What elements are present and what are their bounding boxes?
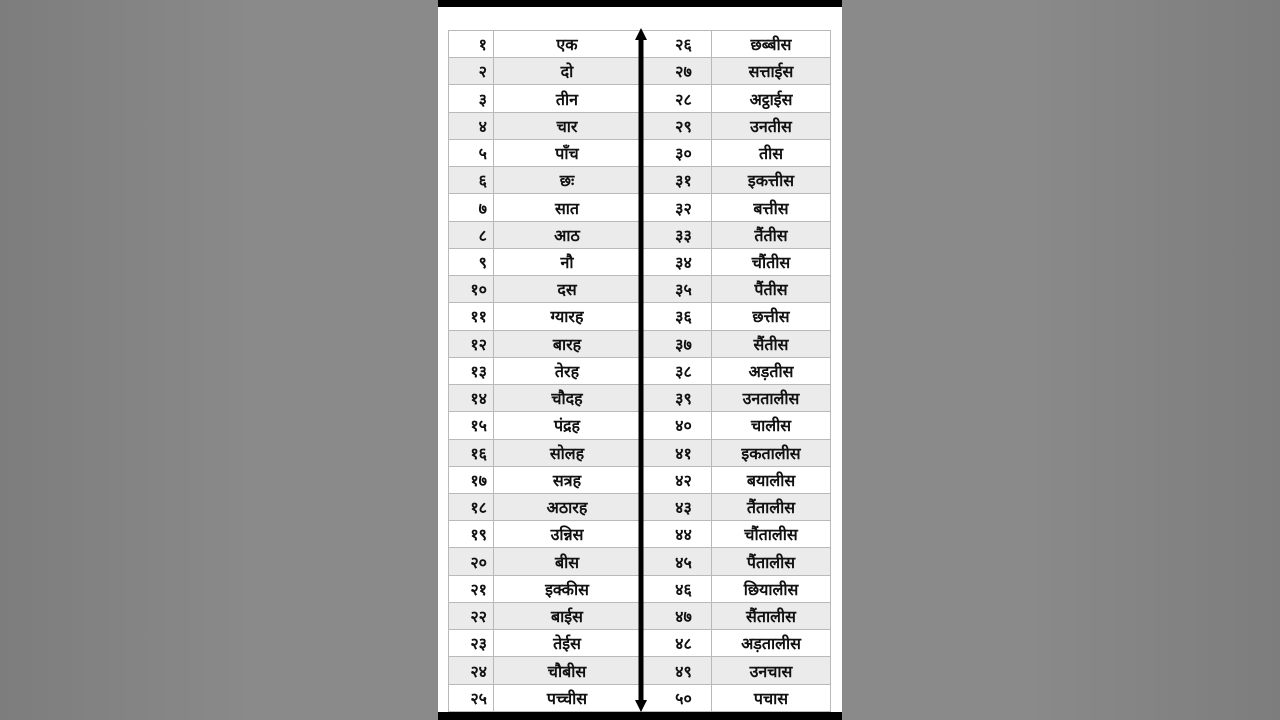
table-row [449,494,640,521]
table-row [449,685,640,712]
table-row [642,412,830,439]
table-row [642,194,830,221]
word-cell: चौदह [551,389,583,409]
table-row [642,303,830,330]
bottom-black-bar [438,712,842,720]
number-cell: ५ [449,140,494,166]
table-row [449,467,640,494]
word-cell: सत्रह [552,470,582,490]
table-row [449,222,640,249]
table-row [642,85,830,112]
number-cell: १९ [449,521,494,547]
table-row [642,494,830,521]
table-row [642,331,830,358]
word-cell: चालीस [750,416,792,436]
number-cell: ६ [449,167,494,193]
word-cell: चौंतालीस [744,525,798,545]
numbers-table-right [641,30,831,712]
number-cell: १५ [449,412,494,438]
number-cell: १ [449,31,494,57]
table-row [449,303,640,330]
word-cell: सत्ताईस [748,62,794,82]
word-cell: अट्ठाईस [749,89,793,109]
number-cell: ३५ [642,276,712,302]
number-cell: २३ [449,630,494,656]
word-cell: तीस [758,144,784,164]
number-cell: ४६ [642,576,712,602]
number-cell: १६ [449,440,494,466]
table-row [449,140,640,167]
number-cell: ४५ [642,548,712,574]
word-cell: पैंतीस [754,280,788,300]
word-cell: सैंतीस [753,334,789,354]
word-cell: नौ [560,252,574,272]
word-cell: छियालीस [743,579,799,599]
table-row [449,521,640,548]
table-row [642,521,830,548]
word-cell: छत्तीस [752,307,790,327]
number-cell: ३२ [642,194,712,220]
word-cell: दस [557,280,577,300]
table-row [449,31,640,58]
numbers-table-left [448,30,641,712]
number-cell: १८ [449,494,494,520]
table-row [642,31,830,58]
word-cell: उन्निस [550,525,584,545]
number-cell: २९ [642,113,712,139]
number-cell: ३४ [642,249,712,275]
table-row [449,358,640,385]
table-row [642,113,830,140]
table-row [642,167,830,194]
number-cell: ८ [449,222,494,248]
number-cell: २५ [449,685,494,711]
table-row [642,140,830,167]
table-row [642,249,830,276]
table-row [449,576,640,603]
word-cell: अड़तीस [748,361,794,381]
word-cell: उनतीस [750,116,792,136]
number-cell: १२ [449,331,494,357]
word-cell: उनचास [749,661,793,681]
table-row [642,576,830,603]
word-cell: इक्कीस [545,579,589,599]
word-cell: सात [554,198,580,218]
word-cell: सैंतालीस [746,607,796,627]
word-cell: अड़तालीस [741,634,801,654]
number-cell: ११ [449,303,494,329]
number-cell: ३९ [642,385,712,411]
number-cell: ३३ [642,222,712,248]
table-row [642,358,830,385]
word-cell: तेईस [553,634,581,654]
word-cell: आठ [554,225,580,245]
top-black-bar [438,0,842,7]
number-cell: २२ [449,603,494,629]
number-cell: ३७ [642,331,712,357]
number-cell: २७ [642,58,712,84]
table-row [642,685,830,712]
table-row [642,58,830,85]
word-cell: चौंतीस [751,252,791,272]
number-cell: ४८ [642,630,712,656]
number-cell: ३० [642,140,712,166]
number-cell: २८ [642,85,712,111]
number-cell: १३ [449,358,494,384]
word-cell: उनतालीस [742,389,800,409]
table-row [642,222,830,249]
number-cell: ४९ [642,657,712,683]
word-cell: अठारह [546,498,588,518]
table-row [449,331,640,358]
word-cell: दो [560,62,574,82]
table-row [449,249,640,276]
table-row [449,385,640,412]
word-cell: ग्यारह [550,307,584,327]
number-cell: २४ [449,657,494,683]
table-row [642,467,830,494]
word-cell: चार [556,116,578,136]
table-row [642,630,830,657]
word-cell: बीस [554,552,580,572]
word-cell: पचास [753,688,789,708]
word-cell: पैंतालीस [746,552,796,572]
number-cell: २६ [642,31,712,57]
word-cell: एक [556,35,578,55]
word-cell: बाईस [551,607,583,627]
word-cell: बारह [552,334,582,354]
word-cell: इकत्तीस [747,171,795,191]
word-cell: पच्चीस [546,688,588,708]
word-cell: चौबीस [547,661,587,681]
table-row [449,548,640,575]
word-cell: तैंतालीस [746,498,796,518]
table-row [449,630,640,657]
number-cell: ४ [449,113,494,139]
word-cell: तैंतीस [754,225,788,245]
number-cell: ३ [449,85,494,111]
table-row [449,276,640,303]
number-cell: २ [449,58,494,84]
word-cell: तीन [555,89,579,109]
number-cell: १७ [449,467,494,493]
number-cell: ४७ [642,603,712,629]
word-cell: इकतालीस [741,443,801,463]
double-arrow-divider-icon [631,28,651,712]
table-row [642,603,830,630]
number-cell: ३८ [642,358,712,384]
word-cell: छः [559,171,575,191]
table-row [449,412,640,439]
table-row [449,657,640,684]
number-cell: ३६ [642,303,712,329]
word-cell: तेरह [554,361,580,381]
number-cell: ४१ [642,440,712,466]
number-cell: ४४ [642,521,712,547]
document-page [438,0,842,720]
table-row [449,167,640,194]
number-cell: १० [449,276,494,302]
table-row [449,440,640,467]
number-cell: ७ [449,194,494,220]
word-cell: बत्तीस [753,198,789,218]
number-cell: ३१ [642,167,712,193]
number-cell: ५० [642,685,712,711]
word-cell: सोलह [549,443,585,463]
table-row [449,85,640,112]
number-cell: ९ [449,249,494,275]
number-cell: २१ [449,576,494,602]
table-row [449,58,640,85]
number-cell: १४ [449,385,494,411]
number-cell: ४२ [642,467,712,493]
table-row [642,548,830,575]
number-cell: ४३ [642,494,712,520]
table-row [449,603,640,630]
table-row [449,194,640,221]
number-cell: २० [449,548,494,574]
table-row [642,276,830,303]
word-cell: बयालीस [746,470,796,490]
table-row [642,385,830,412]
word-cell: पंद्रह [553,416,581,436]
table-row [642,440,830,467]
word-cell: पाँच [555,144,579,164]
word-cell: छब्बीस [750,35,792,55]
number-cell: ४० [642,412,712,438]
table-row [449,113,640,140]
table-row [642,657,830,684]
